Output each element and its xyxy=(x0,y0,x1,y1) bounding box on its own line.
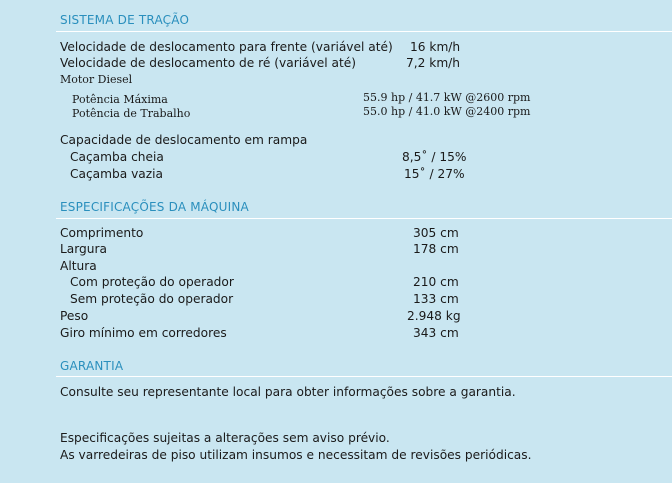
full-bucket-value: 8,5˚ / 15% xyxy=(402,150,467,164)
turn-value: 343 cm xyxy=(413,326,459,340)
forward-speed-label: Velocidade de deslocamento para frente (variável até) xyxy=(60,40,393,54)
work-power-label: Potência de Trabalho xyxy=(72,107,191,120)
max-power-value: 55.9 hp / 41.7 kW @2600 rpm xyxy=(363,91,531,104)
note-line-2: As varredeiras de piso utilizam insumos e necessitam de revisões periódicas. xyxy=(60,448,532,462)
forward-speed-value: 16 km/h xyxy=(410,40,461,54)
note-line-1: Especificações sujeitas a alterações sem aviso prévio. xyxy=(60,431,390,445)
reverse-speed-value: 7,2 km/h xyxy=(406,56,461,70)
section-title-traction: SISTEMA DE TRAÇÃO xyxy=(60,13,190,27)
section-title-machine: ESPECIFICAÇÕES DA MÁQUINA xyxy=(60,200,249,214)
empty-bucket-value: 15˚ / 27% xyxy=(404,167,465,181)
with-protection-value: 210 cm xyxy=(413,275,459,289)
motor-label: Motor Diesel xyxy=(60,73,133,86)
height-label: Altura xyxy=(60,259,97,273)
work-power-value: 55.0 hp / 41.0 kW @2400 rpm xyxy=(363,105,531,118)
reverse-speed-label: Velocidade de deslocamento de ré (variável até) xyxy=(60,56,357,70)
without-protection-value: 133 cm xyxy=(413,292,459,306)
warranty-text: Consulte seu representante local para obter informações sobre a garantia. xyxy=(60,385,516,399)
width-label: Largura xyxy=(60,242,107,256)
with-protection-label: Com proteção do operador xyxy=(70,275,234,289)
section-divider xyxy=(56,31,672,32)
full-bucket-label: Caçamba cheia xyxy=(70,150,164,164)
weight-value: 2.948 kg xyxy=(407,309,461,323)
width-value: 178 cm xyxy=(413,242,459,256)
length-label: Comprimento xyxy=(60,226,144,240)
turn-label: Giro mínimo em corredores xyxy=(60,326,227,340)
ramp-label: Capacidade de deslocamento em rampa xyxy=(60,133,308,147)
max-power-label: Potência Máxima xyxy=(72,93,168,106)
weight-label: Peso xyxy=(60,309,89,323)
section-divider xyxy=(56,218,672,219)
empty-bucket-label: Caçamba vazia xyxy=(70,167,164,181)
section-title-warranty: GARANTIA xyxy=(60,359,124,373)
section-divider xyxy=(56,376,672,377)
without-protection-label: Sem proteção do operador xyxy=(70,292,234,306)
length-value: 305 cm xyxy=(413,226,459,240)
